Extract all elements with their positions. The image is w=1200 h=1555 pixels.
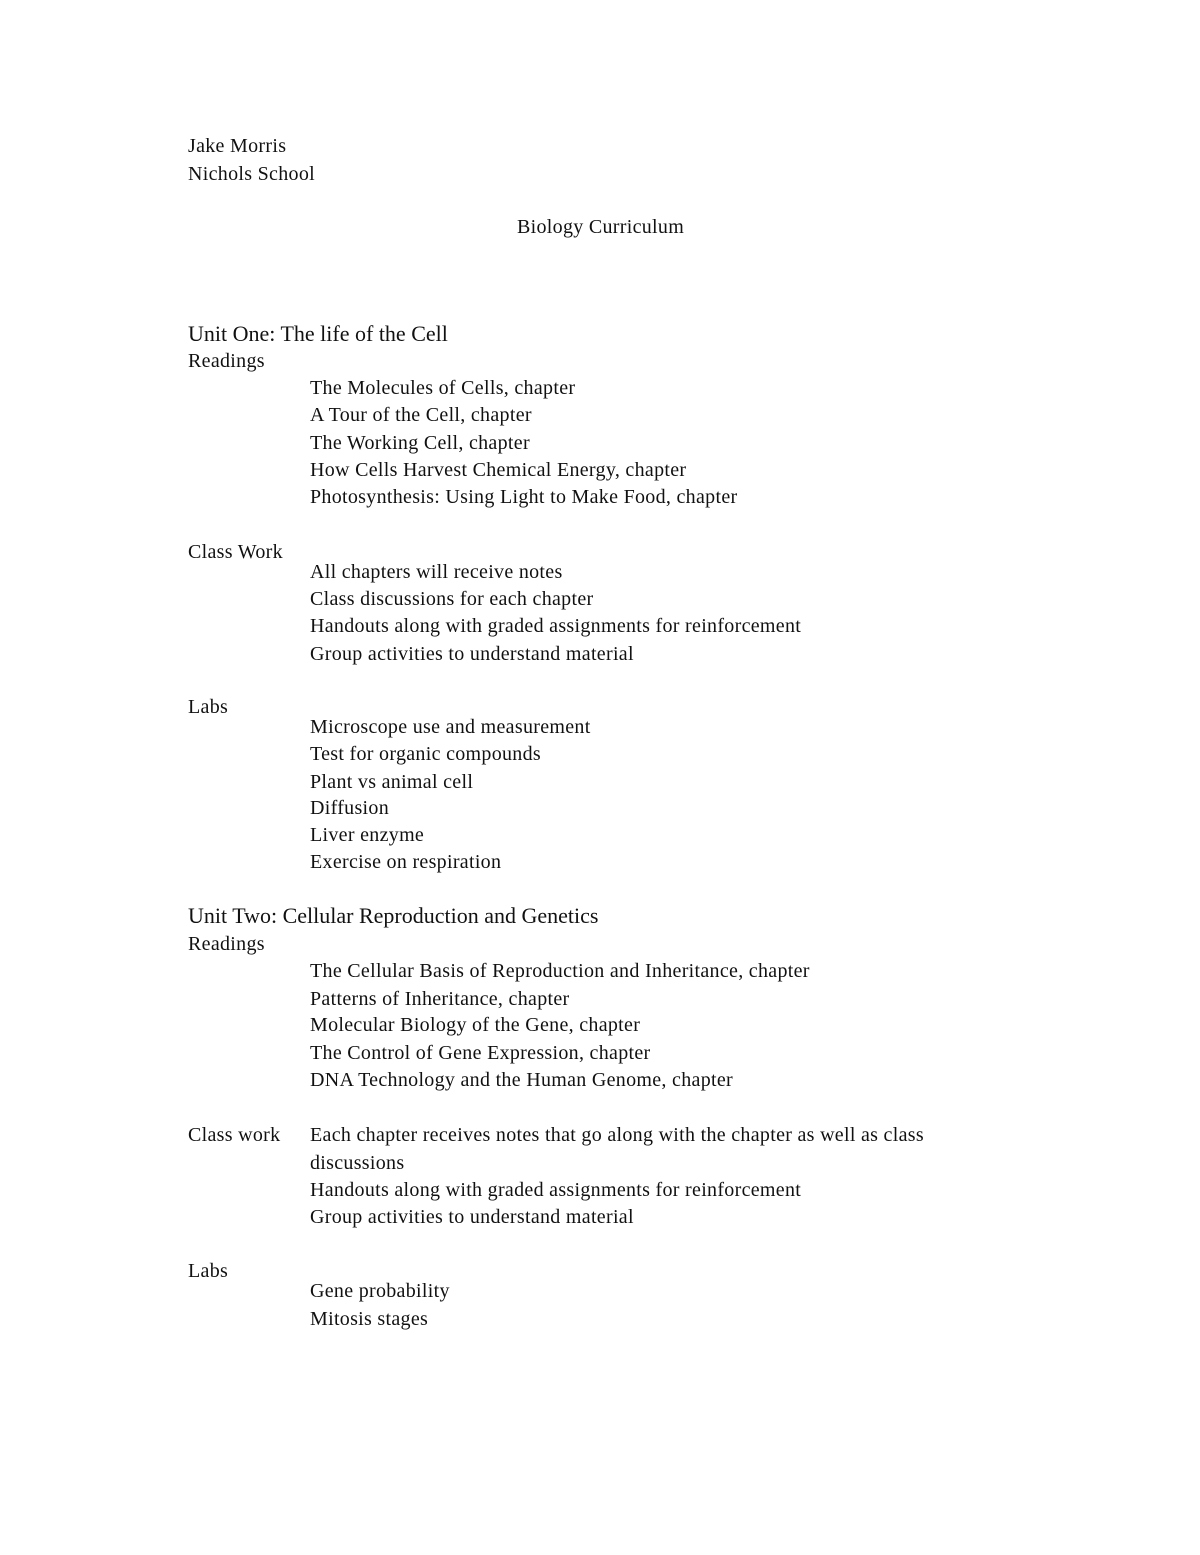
unit-one-classwork-item: Class discussions for each chapter [310,588,594,610]
unit-two-classwork-item: Handouts along with graded assignments for reinforcement [310,1179,802,1201]
unit-one-lab-item: Exercise on respiration [310,851,502,873]
unit-one-classwork-item: Handouts along with graded assignments for reinforcement [310,615,802,637]
unit-one-lab-item: Liver enzyme [310,824,425,846]
unit-one-reading-item: How Cells Harvest Chemical Energy, chapter [310,459,687,481]
unit-one-heading: Unit One: The life of the Cell [188,321,448,346]
unit-two-classwork-label: Class work [188,1124,281,1146]
unit-two-reading-item: Molecular Biology of the Gene, chapter [310,1014,641,1036]
unit-two-reading-item: DNA Technology and the Human Genome, chapter [310,1069,733,1091]
unit-one-lab-item: Diffusion [310,797,389,819]
unit-two-reading-item: Patterns of Inheritance, chapter [310,988,570,1010]
unit-two-classwork-item: discussions [310,1152,405,1174]
unit-two-reading-item: The Cellular Basis of Reproduction and Inheritance, chapter [310,960,810,982]
unit-two-readings-label: Readings [188,933,265,955]
unit-two-reading-item: The Control of Gene Expression, chapter [310,1042,651,1064]
unit-one-reading-item: The Working Cell, chapter [310,432,530,454]
unit-one-reading-item: Photosynthesis: Using Light to Make Food, chapter [310,486,738,508]
school-name: Nichols School [188,163,315,185]
unit-one-classwork-item: Group activities to understand material [310,643,634,665]
unit-two-labs-label: Labs [188,1260,229,1282]
unit-one-lab-item: Plant vs animal cell [310,771,474,793]
unit-one-reading-item: The Molecules of Cells, chapter [310,377,576,399]
unit-two-lab-item: Mitosis stages [310,1308,429,1330]
unit-two-heading: Unit Two: Cellular Reproduction and Genetics [188,903,599,928]
unit-one-readings-label: Readings [188,350,265,372]
unit-one-lab-item: Test for organic compounds [310,743,541,765]
unit-two-classwork-item: Group activities to understand material [310,1206,634,1228]
unit-one-labs-label: Labs [188,696,229,718]
unit-one-classwork-item: All chapters will receive notes [310,561,563,583]
author-name: Jake Morris [188,135,287,157]
unit-two-lab-item: Gene probability [310,1280,450,1302]
unit-one-lab-item: Microscope use and measurement [310,716,591,738]
unit-one-reading-item: A Tour of the Cell, chapter [310,404,532,426]
unit-one-classwork-label: Class Work [188,541,283,563]
unit-two-classwork-item: Each chapter receives notes that go along with the chapter as well as class [310,1124,924,1146]
document-title: Biology Curriculum [517,216,685,238]
